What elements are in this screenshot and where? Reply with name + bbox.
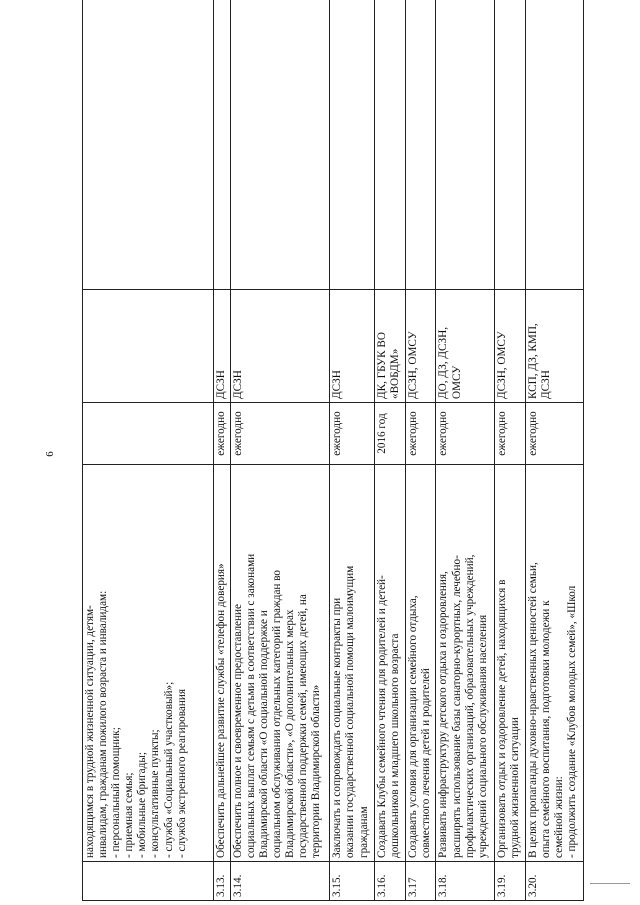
action-text-line: В целях пропаганды духовно-нравственных ценностей семьи, <box>526 562 539 858</box>
term-cell <box>83 403 214 465</box>
action-text-line: расширять использование базы санаторно-курортных, лечебно- <box>450 555 463 858</box>
action-text-line: опыта семейного воспитания, подготовки молодежи к <box>539 600 552 858</box>
term-cell: ежегодно <box>330 403 375 465</box>
action-cell <box>494 465 525 862</box>
term-cell: ежегодно <box>213 403 230 465</box>
action-text-line: - продолжить создание «Клубов молодых семей», «Школ <box>565 585 578 858</box>
table-row <box>230 0 330 901</box>
action-text-line: инвалидам, гражданам пожилого возраста и инвалидам: <box>97 590 110 858</box>
action-text-line: социальном обслуживании отдельных категорий граждан во <box>270 570 283 858</box>
action-text-line: Владимирской области», «О дополнительных мерах <box>284 609 297 858</box>
action-text-line: Создавать Клубы семейного чтения для родителей и детей- <box>375 575 388 858</box>
action-cell <box>405 465 436 862</box>
action-text-line: Обеспечить полное и своевременное предоставление <box>231 604 244 858</box>
term-cell: ежегодно <box>525 403 583 465</box>
notes-cell <box>405 0 436 290</box>
action-cell <box>525 465 583 862</box>
action-text-line: профилактических организаций, образовательных учреждений, <box>463 554 476 858</box>
responsible-cell: ДСЗН <box>330 290 375 403</box>
action-text-line: гражданам <box>357 806 370 858</box>
responsible-cell: ДК, ГБУК ВО «ВОБДМ» <box>374 290 405 403</box>
term-cell: ежегодно <box>230 403 330 465</box>
action-text-line: оказании государственной социальной помощи малоимущим <box>344 565 357 858</box>
term-cell: ежегодно <box>436 403 494 465</box>
notes-cell <box>330 0 375 290</box>
action-text-line: дошкольников и младшего школьного возраста <box>389 633 402 858</box>
action-text-line: совместного лечения детей и родителей <box>419 668 432 858</box>
action-text-line: Развивать инфраструктуру детского отдыха и оздоровления, <box>437 571 450 858</box>
table-row <box>213 0 230 901</box>
row-number <box>83 862 214 901</box>
notes-cell <box>374 0 405 290</box>
responsible-cell <box>83 290 214 403</box>
responsible-cell: ДО, ДЗ, ДСЗН, ОМСУ <box>436 290 494 403</box>
action-text-line: Обеспечить дальнейшее развитие службы «телефон доверия» <box>214 563 227 858</box>
responsible-cell: КСП, ДЗ, КМП, ДСЗН <box>525 290 583 403</box>
action-text-line: - мобильные бригады; <box>136 752 149 858</box>
row-number: 3.15. <box>330 862 375 901</box>
action-text-line: социальных выплат семьям с детьми в соответствии с законами <box>244 553 257 858</box>
table-row <box>330 0 375 901</box>
action-text-line: государственной поддержки семей, имеющих детей, на <box>297 594 310 858</box>
action-cell <box>374 465 405 862</box>
table-row <box>374 0 405 901</box>
action-text-line: территории Владимирской области» <box>310 684 323 858</box>
action-cell <box>436 465 494 862</box>
action-text-line: Организовать отдых и оздоровление детей, находящихся в <box>495 579 508 858</box>
row-number: 3.18. <box>436 862 494 901</box>
table-row <box>494 0 525 901</box>
action-text-line: - персональный помощник; <box>110 727 123 858</box>
action-text-line: семейной жизни: <box>552 776 565 858</box>
measures-table <box>82 0 584 901</box>
action-cell <box>83 465 214 862</box>
action-cell <box>213 465 230 862</box>
row-number: 3.13. <box>213 862 230 901</box>
term-cell: ежегодно <box>405 403 436 465</box>
row-number: 3.20. <box>525 862 583 901</box>
row-number: 3.16. <box>374 862 405 901</box>
notes-cell <box>230 0 330 290</box>
responsible-cell: ДСЗН, ОМСУ <box>405 290 436 403</box>
measures-table-wrapper <box>82 34 584 901</box>
notes-cell <box>83 0 214 290</box>
action-text-line: Заключать и сопровождать социальные контракты при <box>331 597 344 858</box>
page-number: 6 <box>44 451 56 457</box>
row-number: 3.19. <box>494 862 525 901</box>
term-cell: ежегодно <box>494 403 525 465</box>
action-text-line: - служба экстренного реагирования <box>175 689 188 858</box>
action-text-line: - консультативные пункты; <box>149 729 162 858</box>
notes-cell <box>494 0 525 290</box>
notes-cell <box>213 0 230 290</box>
responsible-cell: ДСЗН <box>230 290 330 403</box>
action-text-line: - служба «Социальный участковый»; <box>162 681 175 858</box>
row-number: 3.17 <box>405 862 436 901</box>
measures-table-body <box>83 0 584 901</box>
action-cell <box>330 465 375 862</box>
action-cell <box>230 465 330 862</box>
term-cell: 2016 год <box>374 403 405 465</box>
row-number: 3.14. <box>230 862 330 901</box>
action-text-line: трудной жизненной ситуации <box>508 717 521 858</box>
table-row <box>83 0 214 901</box>
action-text-line: - приемная семья; <box>123 772 136 858</box>
table-row <box>436 0 494 901</box>
table-row <box>405 0 436 901</box>
notes-cell <box>436 0 494 290</box>
table-row <box>525 0 583 901</box>
action-text-line: учреждений социального обслуживания населения <box>476 614 489 858</box>
responsible-cell: ДСЗН, ОМСУ <box>494 290 525 403</box>
page-edge-mark <box>590 883 630 884</box>
notes-cell <box>525 0 583 290</box>
action-text-line: Владимирской области «О социальной поддержке и <box>257 610 270 858</box>
action-text-line: находящимся в трудной жизненной ситуации, детям- <box>84 605 96 858</box>
responsible-cell: ДСЗН <box>213 290 230 403</box>
action-text-line: Создавать условия для организации семейного отдыха, <box>406 595 419 858</box>
